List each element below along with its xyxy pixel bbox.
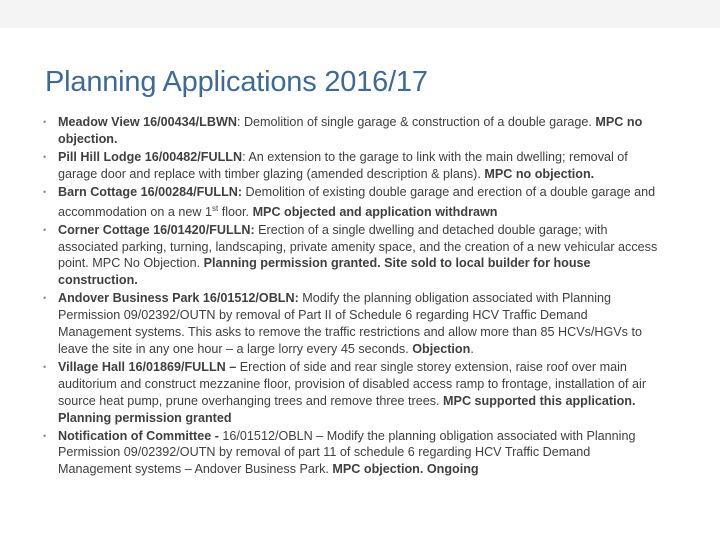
bold-text: Notification of Committee - — [58, 428, 219, 443]
bold-text: Village Hall 16/01869/FULLN – — [58, 359, 237, 374]
body-text: Modify the planning obligation associated with Planning Permission 09/02392/OUTN by removal of Part II of Schedule 6 regarding HCV Traffic Demand Management systems. This asks to remove the traffic restrictions and allow more than 85 HCVs/HGVs to leave the site in any one hour – a large lorry every 45 seconds. — [58, 291, 642, 356]
body-text: 16/01512/OBLN – Modify the planning obligation associated with Planning Permission 09/02392/OUTN by removal of part 11 of schedule 6 regarding HCV Traffic Demand Management systems – Andover Business Park. — [58, 428, 636, 477]
page-title: Planning Applications 2016/17 — [45, 66, 428, 98]
body-text: . — [470, 341, 474, 356]
bold-text: Corner Cottage 16/01420/FULLN: — [58, 222, 255, 237]
bold-text: Objection — [412, 341, 471, 356]
bullet-icon: • — [43, 224, 47, 235]
bold-text: MPC no objection. — [58, 115, 643, 146]
bold-text: MPC objected and application withdrawn — [252, 204, 498, 219]
list-item — [43, 222, 663, 290]
bullet-icon: • — [43, 151, 47, 162]
list-item — [43, 359, 663, 427]
bold-text: Barn Cottage 16/00284/FULLN: — [58, 184, 243, 199]
body-text: : An extension to the garage to link with the main dwelling; removal of garage door and replace with timber glazing (amended description & plans). — [58, 149, 628, 181]
list-item — [43, 428, 663, 479]
top-band — [0, 0, 720, 28]
body-text: Demolition of existing double garage and erection of a double garage and accommodation on a new 1 — [58, 184, 656, 219]
bullet-icon: • — [43, 186, 47, 197]
bold-text: Planning permission granted. Site sold to local builder for house construction. — [58, 256, 591, 288]
bullet-icon: • — [43, 430, 47, 441]
bold-text: Andover Business Park 16/01512/OBLN: — [58, 291, 299, 306]
list-item — [43, 149, 663, 183]
bullet-icon: • — [43, 117, 47, 127]
list-item — [43, 184, 663, 221]
bold-text: Pill Hill Lodge 16/00482/FULLN — [58, 149, 243, 164]
bold-text: MPC no objection. — [484, 166, 595, 181]
bullet-icon: • — [43, 361, 47, 372]
application-list — [43, 114, 663, 479]
list-item — [43, 290, 663, 358]
body-text: floor. — [218, 204, 253, 219]
bullet-icon: • — [43, 293, 47, 304]
body-text: Erection of a single dwelling and detached double garage; with associated parking, turning, landscaping, private amenity space, and the creation of a new vehicular access point. MPC No Objection. — [58, 222, 658, 271]
bold-text: Meadow View 16/00434/LBWN — [58, 115, 237, 129]
slide — [0, 28, 720, 540]
bold-text: MPC supported this application. Planning permission granted — [58, 393, 636, 425]
body-text: : Demolition of single garage & construction of a double garage. — [236, 115, 596, 129]
body-text: Erection of side and rear single storey extension, raise roof over main auditorium and construct mezzanine floor, provision of disabled access ramp to frontage, installation of air source heat pump, prune overhanging trees and remove three trees. — [58, 359, 647, 408]
bold-text: MPC objection. Ongoing — [332, 462, 479, 477]
body-text: st — [212, 203, 219, 213]
list-item — [43, 114, 663, 148]
